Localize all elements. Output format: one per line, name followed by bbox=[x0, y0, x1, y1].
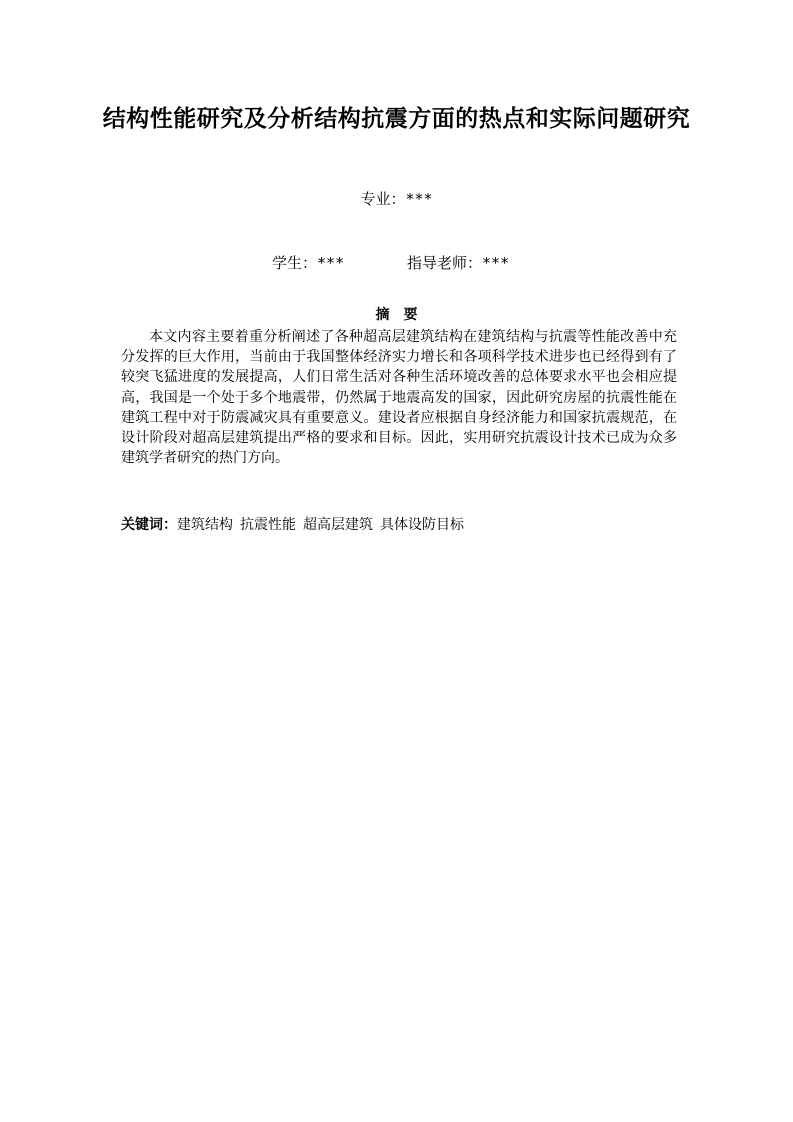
abstract-body: 本文内容主要着重分析阐述了各种超高层建筑结构在建筑结构与抗震等性能改善中充分发挥的巨大作用，当前由于我国整体经济实力增长和各项科学技术进步也已经得到有了较突飞猛进度的发展提高，人们日常生活对各种生活环境改善的总体要求水平也会相应提高，我国是一个处于多个地震带，仍然属于地震高发的国家，因此研究房屋的抗震性能在建筑工程中对于防震减灾具有重要意义。建设者应根据自身经济能力和国家抗震规范，在设计阶段对超高层建筑提出严格的要求和目标。因此，实用研究抗震设计技术已成为众多建筑学者研究的热门方向。 bbox=[121, 329, 677, 467]
advisor-label: 指导老师： bbox=[407, 254, 483, 272]
abstract-heading: 摘要 bbox=[375, 307, 432, 323]
keyword-item: 具体设防目标 bbox=[380, 517, 464, 533]
advisor-value: *** bbox=[482, 254, 510, 272]
keywords-line bbox=[121, 515, 681, 535]
keywords-label: 关键词： bbox=[121, 517, 177, 533]
student-field bbox=[272, 253, 344, 273]
major-label: 专业： bbox=[360, 190, 406, 208]
student-value: *** bbox=[317, 254, 345, 272]
major-value: *** bbox=[405, 190, 433, 208]
paper-title: 结构性能研究及分析结构抗震方面的热点和实际问题研究 bbox=[102, 105, 691, 132]
keyword-item: 抗震性能 bbox=[240, 517, 296, 533]
advisor-field bbox=[407, 253, 509, 273]
student-label: 学生： bbox=[272, 254, 318, 272]
major-line bbox=[0, 189, 793, 209]
keyword-item: 超高层建筑 bbox=[303, 517, 373, 533]
keyword-item: 建筑结构 bbox=[177, 517, 233, 533]
